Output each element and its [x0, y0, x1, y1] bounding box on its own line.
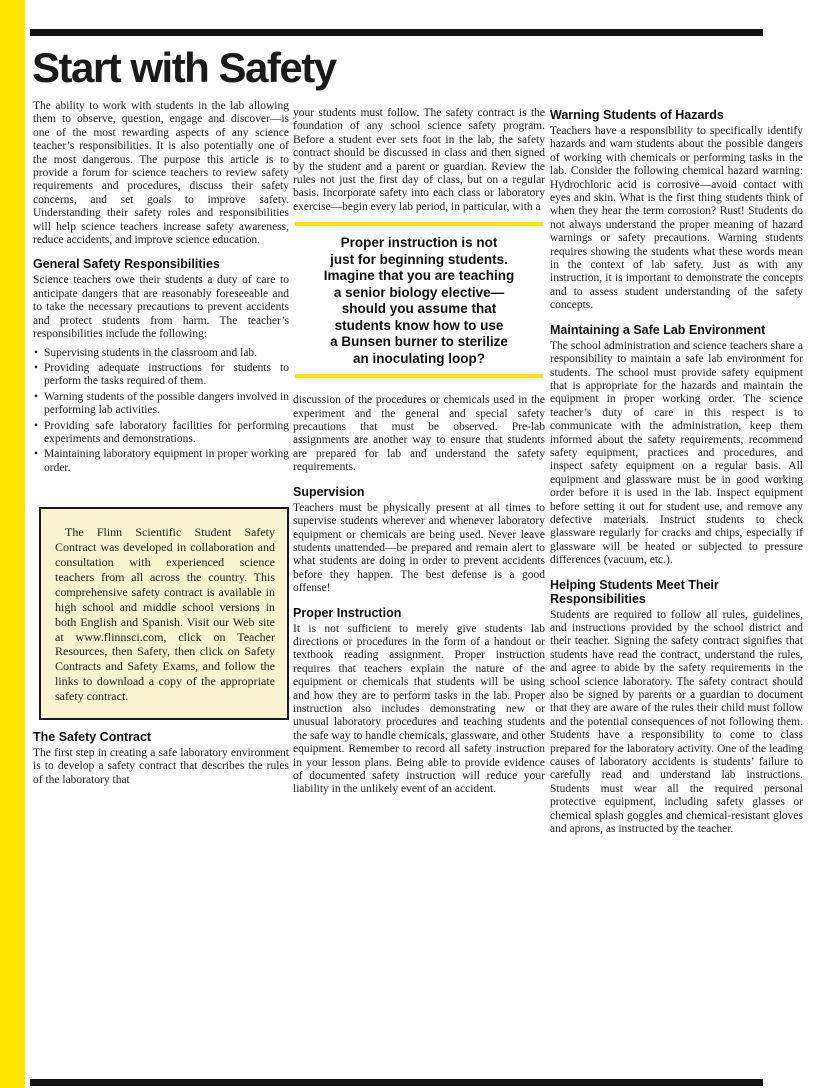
general-safety-paragraph: Science teachers owe their students a duty of care to anticipate dangers that are reasonably foreseeable and to take the necessary precautions to prevent accidents and protect students from harm. The teacher’s responsibilities include the following: — [33, 274, 289, 341]
warning-students-paragraph: Teachers have a responsibility to specifically identify hazards and warn students about the possible dangers of working with chemicals or performing tasks in the lab. Consider the following chemical hazard warning: Hydrochloric acid is corrosive—avoid contact with eyes and skin. What is the first thing students think of when they hear the term corrosion? Rust! Students do not always understand the proper meaning of hazard warnings or safety precautions. Warning students requires showing the students what these words mean in the context of lab safety. Just as with any instruction, it is important to demonstrate the concepts and to assess student understanding of the safety concepts. — [550, 125, 803, 312]
heading-warning-students-of-hazards: Warning Students of Hazards — [550, 108, 724, 122]
heading-proper-instruction: Proper Instruction — [293, 605, 402, 620]
heading-maintaining-safe-lab-environment: Maintaining a Safe Lab Environment — [550, 322, 766, 337]
list-item: • Maintaining laboratory equipment in proper working order. — [33, 448, 289, 475]
sidebar-box-text: The Flinn Scientific Student Safety Contract was developed in collaboration and consultation with experienced science teachers from all across the country. This comprehensive safety contract is available in high school and middle school versions in both English and Spanish. Visit our Web site at www.flinnsci.com, click on Teacher Resources, then Safety, then click on Safety Contracts and Safety Exams, and follow the links to download a copy of the appropriate safety contract. — [55, 525, 275, 704]
heading-supervision: Supervision — [293, 484, 365, 499]
pull-quote-line: an inoculating loop? — [353, 350, 485, 366]
left-accent-stripe — [0, 0, 25, 1088]
pull-quote-line: a senior biology elective— — [333, 284, 505, 300]
maintaining-lab-paragraph: The school administration and science teachers share a responsibility to maintain a safe lab environment for students. The school must provide safety equipment that is appropriate for the hazards and maintain the equipment in proper working order. The science teacher’s duty of care in this respect is to communicate with the administration, keep them informed about the safety requirements, recommend safety equipment, practices and procedures, and inspect safety equipment on a regular basis. All equipment and glassware must be in good working order before it is used in the lab. Inspect equipment before setting it out for student use, and remove any defective materials. Instruct students to check glassware regularly for cracks and chips, especially if glassware will be heated or subjected to pressure differences (vacuum, etc.). — [550, 339, 803, 567]
heading-general-safety-responsibilities: General Safety Responsibilities — [33, 257, 220, 272]
column-left — [33, 100, 289, 787]
pull-quote-bottom-rule — [295, 374, 543, 378]
pull-quote-line: should you assume that — [341, 301, 497, 317]
list-item: • Warning students of the possible dangers involved in performing lab activities. — [33, 391, 289, 418]
list-item: • Providing adequate instructions for students to perform the tasks required of them. — [33, 362, 289, 389]
helping-students-paragraph: Students are required to follow all rules, guidelines, and instructions provided by the school district and their teacher. Signing the safety contract signifies that students have read the contract, understand the rules, and agree to abide by the safety requirements in the school science laboratory. The safety contract should also be signed by parents or a guardian to document that they are aware of the rules their child must follow and the potential consequences of not following them. Students have a responsibility to come to class prepared for the laboratory activity. One of the leading causes of laboratory accidents is students’ failure to carefully read and understand lab instructions. Students must wear all the required personal protective equipment, including safety glasses or chemical splash goggles and chemical-resistant gloves and aprons, as instructed by the teacher. — [550, 608, 803, 836]
proper-instruction-paragraph: It is not sufficient to merely give students lab directions or procedures in the form of a handout or textbook reading assignment. Proper instruction requires that teachers explain the nature of the equipment or chemicals that students will be using and how they are to perform tasks in the lab. Proper instruction also includes demonstrating new or unusual laboratory procedures and teaching students the safe way to handle chemicals, glassware, and other equipment. Remember to record all safety instruction in your lesson plans. Being able to provide evidence of documented safety instruction will reduce your liability in the unlikely event of an accident. — [293, 622, 545, 796]
discussion-paragraph: discussion of the procedures or chemicals used in the experiment and the general and special safety precautions that must be observed. Pre-lab assignments are another way to ensure that students are prepared for lab and understand the safety requirements. — [293, 394, 545, 474]
supervision-paragraph: Teachers must be physically present at all times to supervise students wherever and whenever laboratory equipment or chemicals are being used. Never leave students unattended—be prepared and remain alert to what students are doing in order to prevent accidents before they happen. The best defense is a good offense! — [293, 501, 545, 595]
pull-quote-line: Imagine that you are teaching — [323, 268, 515, 284]
contract-continuation-paragraph: your students must follow. The safety contract is the foundation of any school science safety program. Before a student ever sets foot in the lab, the safety contract should be discussed in class and then signed by the student and a parent or guardian. Review the rules not just the first day of class, but on a regular basis. Incorporate safety into each class or laboratory exercise—begin every lab period, in particular, with a — [293, 107, 545, 213]
list-item: • Providing safe laboratory facilities for performing experiments and demonstrations. — [33, 420, 289, 447]
pull-quote-line: just for beginning students. — [330, 251, 508, 267]
bottom-rule-bar — [30, 1079, 763, 1086]
heading-helping-students-meet-responsibilities: Helping Students Meet Their Responsibilities — [550, 577, 719, 606]
flinn-contract-sidebar-box — [39, 507, 289, 720]
pull-quote-top-rule — [295, 222, 543, 226]
pull-quote — [293, 235, 545, 367]
column-right — [550, 108, 803, 837]
top-rule-bar — [30, 29, 763, 36]
intro-paragraph: The ability to work with students in the lab allowing them to observe, question, engage and discover—is one of the most rewarding aspects of any science teacher’s responsibilities. It is also potentially one of the most dangerous. The purpose this article is to provide a forum for science teachers to review safety requirements and procedures, discuss their safety concerns, and set goals to improve safety. Understanding their safety roles and responsibilities will help science teachers increase safety awareness, reduce accidents, and improve science education. — [33, 100, 289, 247]
column-middle — [293, 107, 545, 797]
heading-the-safety-contract: The Safety Contract — [33, 730, 152, 745]
pull-quote-line: students know how to use — [334, 317, 504, 333]
list-item: • Supervising students in the classroom and lab. — [33, 347, 289, 360]
article-title: Start with Safety — [32, 44, 336, 91]
pull-quote-line: a Bunsen burner to sterilize — [330, 334, 508, 350]
pull-quote-line: Proper instruction is not — [340, 235, 498, 251]
safety-contract-paragraph: The first step in creating a safe laboratory environment is to develop a safety contract that describes the rules of the laboratory that — [33, 747, 289, 786]
responsibilities-list — [33, 347, 289, 476]
